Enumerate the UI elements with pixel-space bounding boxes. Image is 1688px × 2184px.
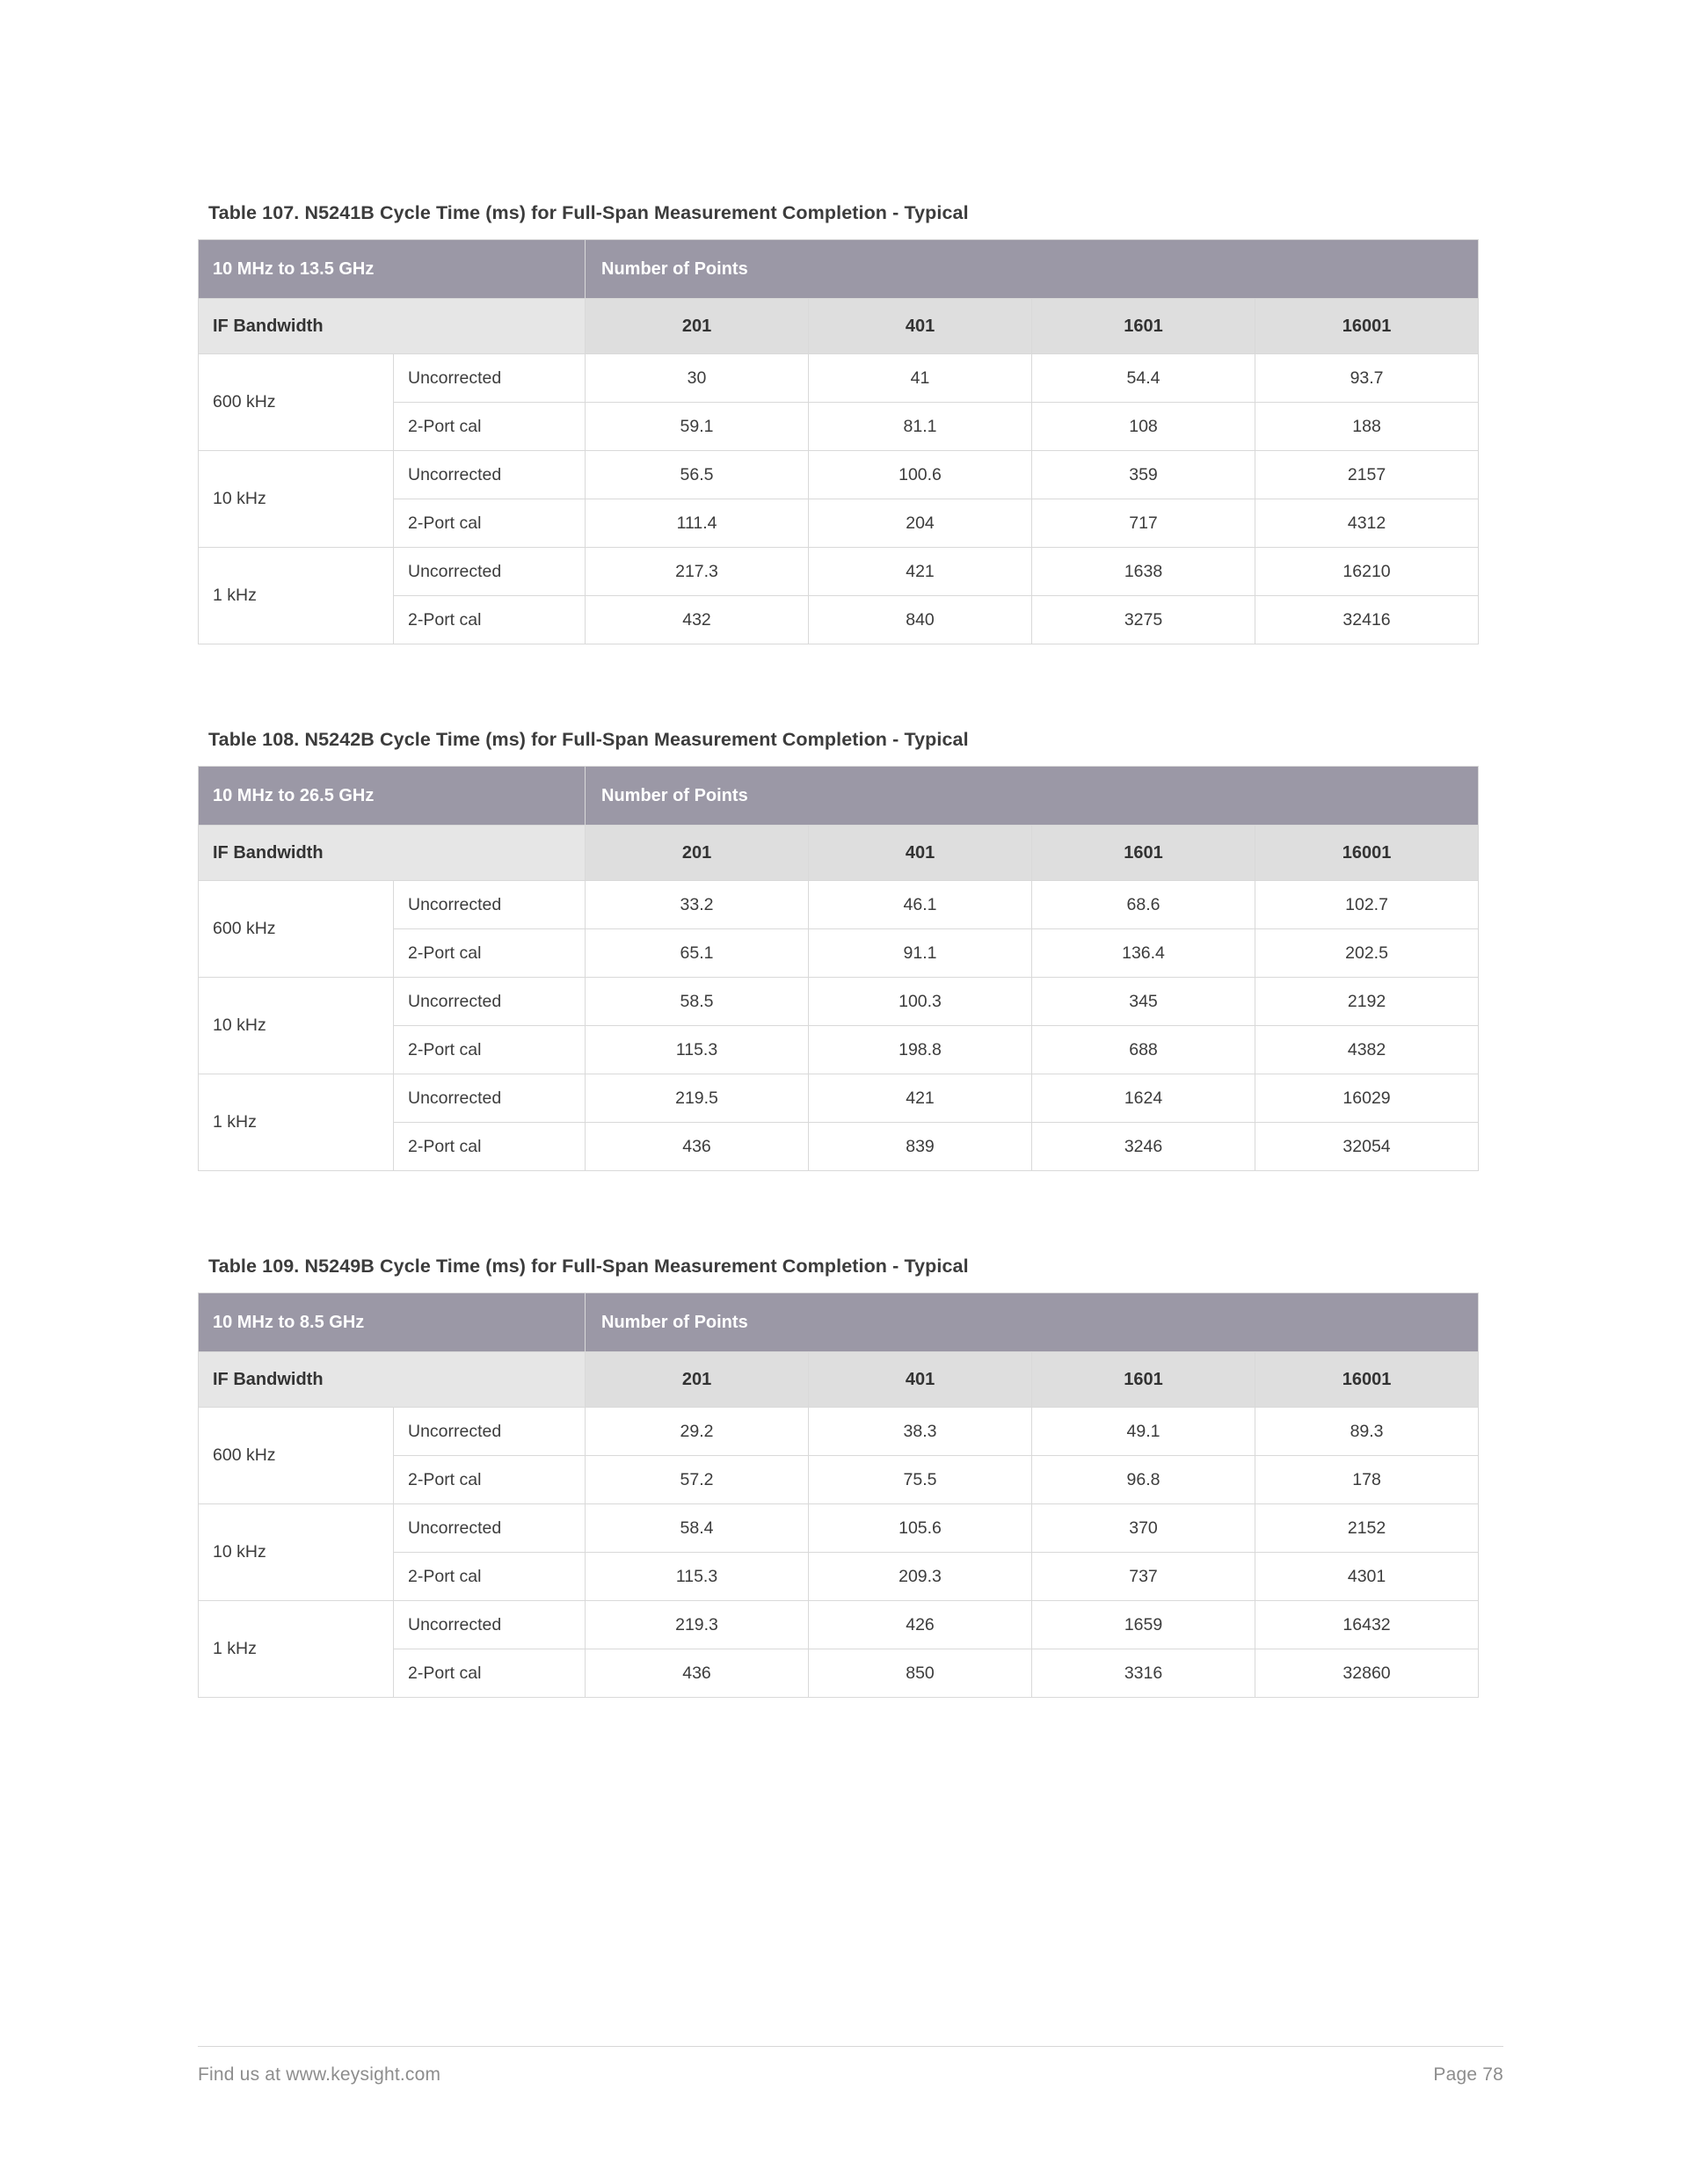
data-cell: 2152 [1255,1504,1479,1553]
table-caption: Table 108. N5242B Cycle Time (ms) for Full-Span Measurement Completion - Typical [208,729,969,750]
data-cell: 717 [1032,499,1255,548]
bandwidth-label: 600 kHz [199,881,394,978]
correction-label: 2-Port cal [394,1456,586,1504]
table-block-109 [198,1256,1503,1698]
data-cell: 4301 [1255,1553,1479,1601]
data-cell: 49.1 [1032,1408,1255,1456]
table-header-row [199,240,1479,299]
data-cell: 688 [1032,1026,1255,1074]
bandwidth-label: 600 kHz [199,354,394,451]
column-header: 201 [586,826,809,881]
correction-label: Uncorrected [394,451,586,499]
data-cell: 38.3 [809,1408,1032,1456]
data-cell: 2157 [1255,451,1479,499]
data-cell: 1638 [1032,548,1255,596]
data-cell: 57.2 [586,1456,809,1504]
data-cell: 3316 [1032,1649,1255,1698]
data-cell: 839 [809,1123,1032,1171]
correction-label: Uncorrected [394,548,586,596]
data-cell: 426 [809,1601,1032,1649]
correction-label: 2-Port cal [394,403,586,451]
column-header: 401 [809,299,1032,354]
bandwidth-label: 1 kHz [199,548,394,644]
data-cell: 219.5 [586,1074,809,1123]
data-cell: 370 [1032,1504,1255,1553]
data-cell: 198.8 [809,1026,1032,1074]
table-row [199,1408,1479,1456]
footer-website: Find us at www.keysight.com [198,2064,441,2085]
correction-label: 2-Port cal [394,499,586,548]
data-cell: 46.1 [809,881,1032,929]
data-cell: 850 [809,1649,1032,1698]
table-caption: Table 109. N5249B Cycle Time (ms) for Full-Span Measurement Completion - Typical [208,1256,969,1277]
data-cell: 16432 [1255,1601,1479,1649]
correction-label: Uncorrected [394,978,586,1026]
column-header: 1601 [1032,1352,1255,1408]
data-cell: 33.2 [586,881,809,929]
if-bandwidth-header: IF Bandwidth [199,299,586,354]
data-cell: 105.6 [809,1504,1032,1553]
data-cell: 359 [1032,451,1255,499]
data-cell: 58.4 [586,1504,809,1553]
correction-label: Uncorrected [394,881,586,929]
correction-label: 2-Port cal [394,596,586,644]
data-cell: 30 [586,354,809,403]
data-cell: 3246 [1032,1123,1255,1171]
data-cell: 1659 [1032,1601,1255,1649]
table-row [199,1504,1479,1553]
data-cell: 91.1 [809,929,1032,978]
data-cell: 58.5 [586,978,809,1026]
data-cell: 2192 [1255,978,1479,1026]
data-cell: 59.1 [586,403,809,451]
correction-label: 2-Port cal [394,1553,586,1601]
column-header: 1601 [1032,299,1255,354]
data-cell: 436 [586,1649,809,1698]
data-cell: 32860 [1255,1649,1479,1698]
data-cell: 29.2 [586,1408,809,1456]
correction-label: Uncorrected [394,1601,586,1649]
data-cell: 68.6 [1032,881,1255,929]
bandwidth-label: 10 kHz [199,978,394,1074]
data-cell: 178 [1255,1456,1479,1504]
frequency-range-header: 10 MHz to 13.5 GHz [199,240,586,299]
table-row [199,354,1479,403]
table-row [199,451,1479,499]
data-cell: 96.8 [1032,1456,1255,1504]
data-cell: 436 [586,1123,809,1171]
spec-table [198,239,1479,644]
data-cell: 840 [809,596,1032,644]
data-cell: 345 [1032,978,1255,1026]
data-cell: 100.6 [809,451,1032,499]
correction-label: 2-Port cal [394,1649,586,1698]
table-row [199,978,1479,1026]
table-row [199,1074,1479,1123]
data-cell: 32416 [1255,596,1479,644]
data-cell: 111.4 [586,499,809,548]
table-block-108 [198,729,1503,1171]
data-cell: 32054 [1255,1123,1479,1171]
page-footer [198,2046,1503,2086]
table-subheader-row [199,826,1479,881]
data-cell: 93.7 [1255,354,1479,403]
table-subheader-row [199,299,1479,354]
spec-table [198,766,1479,1171]
data-cell: 421 [809,548,1032,596]
number-of-points-header: Number of Points [586,1293,1479,1352]
spec-table [198,1292,1479,1698]
column-header: 401 [809,826,1032,881]
data-cell: 204 [809,499,1032,548]
if-bandwidth-header: IF Bandwidth [199,826,586,881]
data-cell: 202.5 [1255,929,1479,978]
footer-page-number: Page 78 [1433,2064,1503,2085]
data-cell: 421 [809,1074,1032,1123]
data-cell: 136.4 [1032,929,1255,978]
if-bandwidth-header: IF Bandwidth [199,1352,586,1408]
data-cell: 3275 [1032,596,1255,644]
data-cell: 188 [1255,403,1479,451]
table-caption: Table 107. N5241B Cycle Time (ms) for Full-Span Measurement Completion - Typical [208,202,969,223]
bandwidth-label: 10 kHz [199,451,394,548]
column-header: 16001 [1255,1352,1479,1408]
data-cell: 115.3 [586,1553,809,1601]
data-cell: 217.3 [586,548,809,596]
bandwidth-label: 1 kHz [199,1074,394,1171]
data-cell: 219.3 [586,1601,809,1649]
table-subheader-row [199,1352,1479,1408]
column-header: 201 [586,299,809,354]
number-of-points-header: Number of Points [586,240,1479,299]
bandwidth-label: 1 kHz [199,1601,394,1698]
table-header-row [199,767,1479,826]
data-cell: 16029 [1255,1074,1479,1123]
correction-label: Uncorrected [394,1504,586,1553]
column-header: 201 [586,1352,809,1408]
column-header: 16001 [1255,826,1479,881]
data-cell: 4382 [1255,1026,1479,1074]
data-cell: 100.3 [809,978,1032,1026]
data-cell: 102.7 [1255,881,1479,929]
data-cell: 56.5 [586,451,809,499]
data-cell: 1624 [1032,1074,1255,1123]
data-cell: 115.3 [586,1026,809,1074]
correction-label: Uncorrected [394,1074,586,1123]
data-cell: 41 [809,354,1032,403]
correction-label: Uncorrected [394,354,586,403]
data-cell: 81.1 [809,403,1032,451]
bandwidth-label: 10 kHz [199,1504,394,1601]
data-cell: 209.3 [809,1553,1032,1601]
bandwidth-label: 600 kHz [199,1408,394,1504]
data-cell: 54.4 [1032,354,1255,403]
data-cell: 89.3 [1255,1408,1479,1456]
column-header: 16001 [1255,299,1479,354]
correction-label: 2-Port cal [394,929,586,978]
table-header-row [199,1293,1479,1352]
data-cell: 737 [1032,1553,1255,1601]
correction-label: Uncorrected [394,1408,586,1456]
table-row [199,548,1479,596]
table-row [199,1601,1479,1649]
data-cell: 65.1 [586,929,809,978]
frequency-range-header: 10 MHz to 8.5 GHz [199,1293,586,1352]
data-cell: 108 [1032,403,1255,451]
column-header: 401 [809,1352,1032,1408]
column-header: 1601 [1032,826,1255,881]
frequency-range-header: 10 MHz to 26.5 GHz [199,767,586,826]
data-cell: 16210 [1255,548,1479,596]
number-of-points-header: Number of Points [586,767,1479,826]
data-cell: 75.5 [809,1456,1032,1504]
data-cell: 4312 [1255,499,1479,548]
table-block-107 [198,202,1503,644]
table-row [199,881,1479,929]
correction-label: 2-Port cal [394,1123,586,1171]
data-cell: 432 [586,596,809,644]
correction-label: 2-Port cal [394,1026,586,1074]
